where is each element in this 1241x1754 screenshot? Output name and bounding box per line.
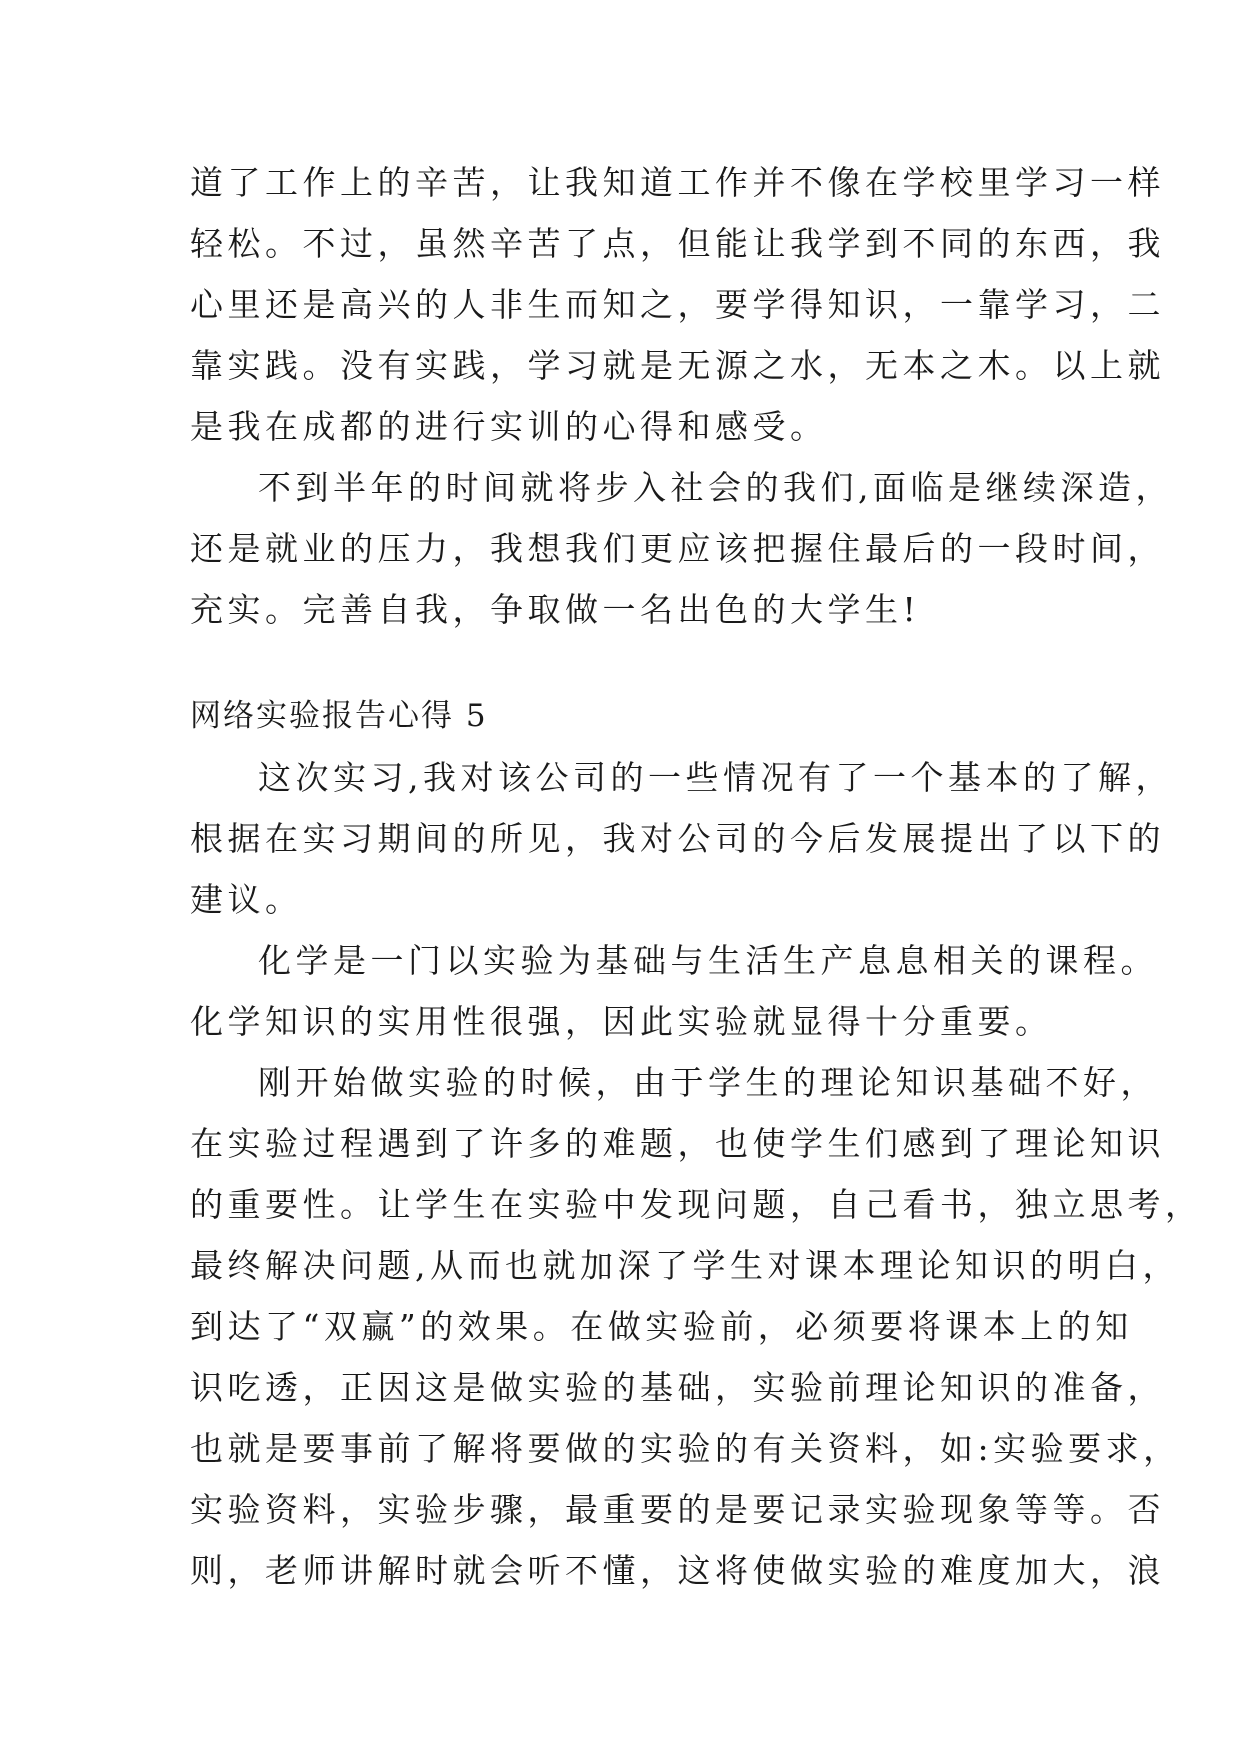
- paragraph-experiment: [190, 1052, 1203, 1601]
- text-line: 不到半年的时间就将步入社会的我们,面临是继续深造，: [258, 468, 1173, 507]
- text-line: 还是就业的压力，我想我们更应该把握住最后的一段时间，: [190, 529, 1165, 568]
- text-line: 是我在成都的进行实训的心得和感受。: [190, 407, 828, 446]
- text-line: 建议。: [190, 880, 303, 919]
- text-line: 最终解决问题,从而也就加深了学生对课本理论知识的明白，: [190, 1246, 1180, 1285]
- text-line: 靠实践。没有实践，学习就是无源之水，无本之木。以上就: [190, 346, 1165, 385]
- text-line: 这次实习,我对该公司的一些情况有了一个基本的了解，: [258, 758, 1173, 797]
- paragraph-continued: [190, 152, 1165, 457]
- paragraph-conclusion: [190, 457, 1173, 640]
- text-line: 实验资料，实验步骤，最重要的是要记录实验现象等等。否: [190, 1490, 1165, 1529]
- text-line: 道了工作上的辛苦，让我知道工作并不像在学校里学习一样: [190, 163, 1165, 202]
- text-line: 刚开始做实验的时候，由于学生的理论知识基础不好，: [258, 1063, 1158, 1102]
- text-line: 到达了“双赢”的效果。在做实验前，必须要将课本上的知: [190, 1307, 1133, 1346]
- text-line: 轻松。不过，虽然辛苦了点，但能让我学到不同的东西，我: [190, 224, 1165, 263]
- text-line: 化学知识的实用性很强，因此实验就显得十分重要。: [190, 1002, 1053, 1041]
- text-line: 心里还是高兴的人非生而知之，要学得知识，一靠学习，二: [190, 285, 1165, 324]
- text-line: 充实。完善自我，争取做一名出色的大学生!: [190, 590, 921, 629]
- text-line: 则，老师讲解时就会听不懂，这将使做实验的难度加大，浪: [190, 1551, 1165, 1590]
- section-heading: 网络实验报告心得 5: [190, 698, 488, 734]
- paragraph-internship: [190, 747, 1173, 930]
- text-line: 化学是一门以实验为基础与生活生产息息相关的课程。: [258, 941, 1158, 980]
- paragraph-chemistry: [190, 930, 1158, 1052]
- text-line: 在实验过程遇到了许多的难题，也使学生们感到了理论知识: [190, 1124, 1165, 1163]
- text-line: 识吃透，正因这是做实验的基础，实验前理论知识的准备，: [190, 1368, 1165, 1407]
- text-line: 也就是要事前了解将要做的实验的有关资料，如:实验要求，: [190, 1429, 1181, 1468]
- text-line: 的重要性。让学生在实验中发现问题，自己看书，独立思考，: [190, 1185, 1203, 1224]
- text-line: 根据在实习期间的所见，我对公司的今后发展提出了以下的: [190, 819, 1165, 858]
